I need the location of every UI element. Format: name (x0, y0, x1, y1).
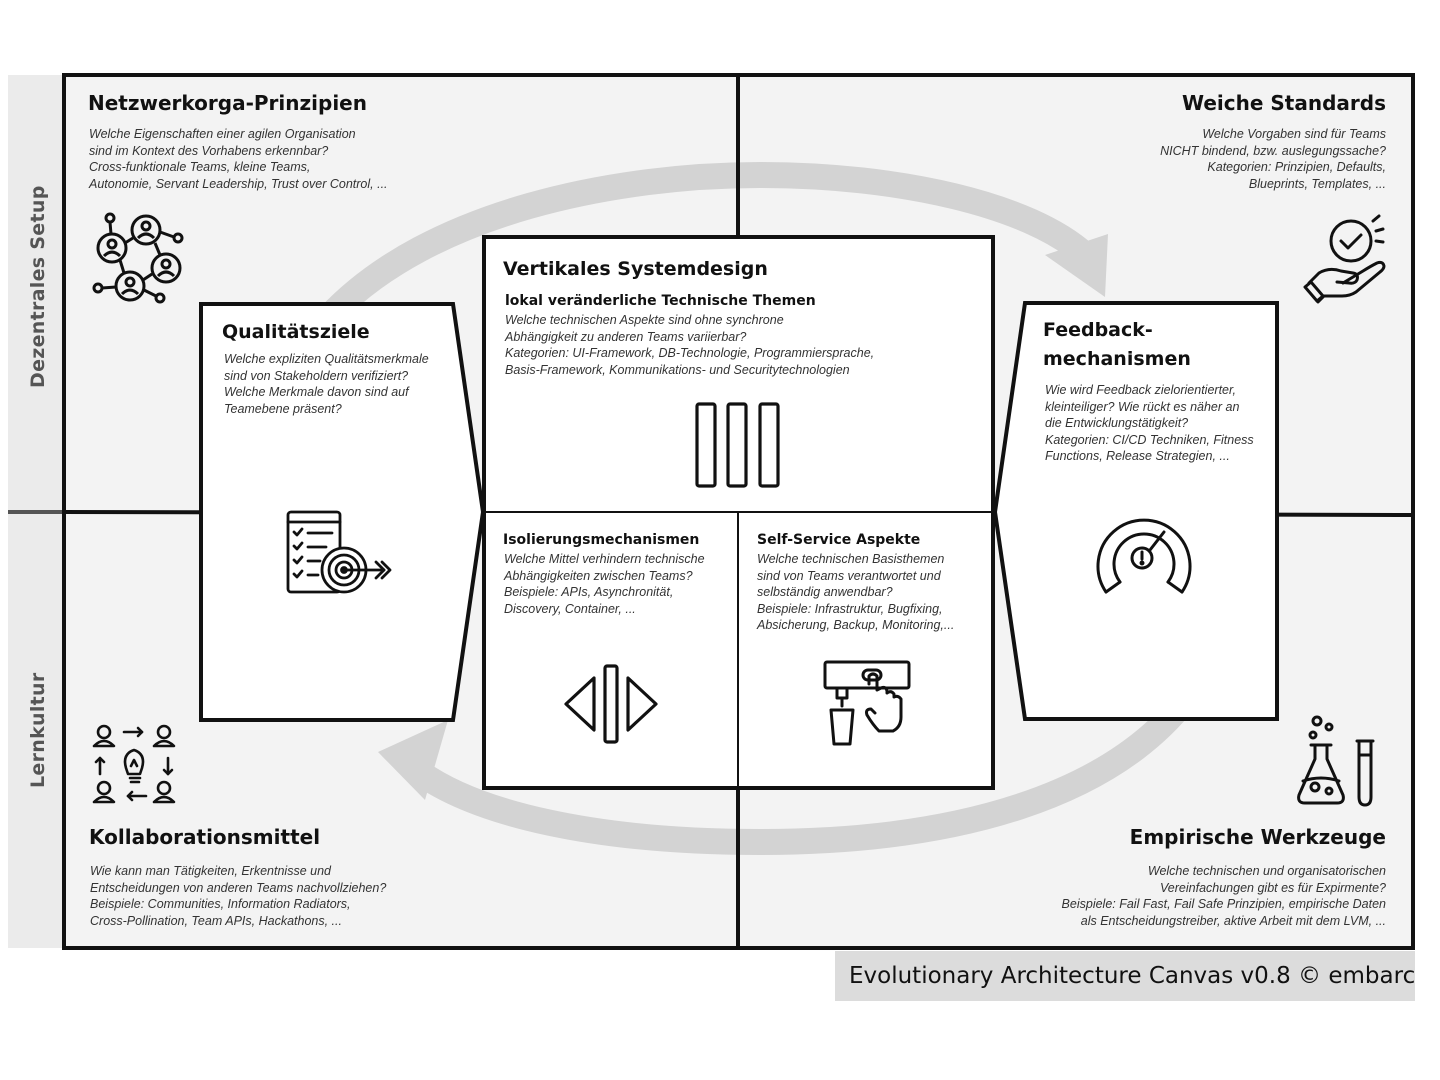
empirische-werkzeuge-desc: Welche technischen und organisatorischen Vereinfachungen gibt es für Expirmente? Beispiele: Fail Fast, Fail Safe Prinzipien, empirische Daten als Entscheidungstreiber, aktive Arbeit mit dem LVM, ... (1061, 864, 1386, 928)
footer-label: Evolutionary Architecture Canvas v0.8 © embarc (835, 951, 1415, 1001)
collaboration-idea-icon (90, 722, 180, 808)
center-title: Vertikales Systemdesign (503, 258, 768, 280)
kollaborationsmittel-desc: Wie kann man Tätigkeiten, Erkentnisse und Entscheidungen von anderen Teams nachvollziehen? Beispiele: Communities, Information Radiators, Cross-Pollination, Team APIs, Hackathons, ... (90, 864, 387, 928)
feedback-desc: Wie wird Feedback zielorientierter, kleinteiliger? Wie rückt es näher an die Entwicklungstätigkeit? Kategorien: CI/CD Techniken, Fitness Functions, Release Strategien, ... (1045, 383, 1254, 463)
netzwerkorga-desc: Welche Eigenschaften einer agilen Organisation sind im Kontext des Vorhabens erkennbar? Cross-funktionale Teams, kleine Teams, Autonomie, Servant Leadership, Trust over Control, ... (89, 127, 388, 191)
side-label-top: Dezentrales Setup (27, 185, 49, 388)
netzwerkorga-title: Netzwerkorga-Prinzipien (88, 91, 367, 115)
isolation-title: Isolierungsmechanismen (503, 532, 700, 548)
empirische-werkzeuge-title: Empirische Werkzeuge (1129, 825, 1386, 849)
qualitaetsziele-title: Qualitätsziele (222, 321, 370, 343)
qualitaetsziele-desc: Welche expliziten Qualitätsmerkmale sind von Stakeholdern verifiziert? Welche Merkmale davon sind auf Teamebene präsent? (224, 352, 429, 416)
weiche-standards-desc: Welche Vorgaben sind für Teams NICHT bindend, bzw. auslegungssache? Kategorien: Prinzipien, Defaults, Blueprints, Templates, ... (1160, 127, 1386, 191)
center-subtitle: lokal veränderliche Technische Themen (505, 293, 816, 309)
feedback-title: Feedback- mechanismen (1043, 319, 1191, 370)
selfservice-title: Self-Service Aspekte (757, 532, 921, 548)
side-label-bottom: Lernkultur (27, 672, 49, 788)
weiche-standards-title: Weiche Standards (1182, 91, 1386, 115)
vertical-columns-icon (694, 402, 784, 490)
vending-machine-icon (823, 660, 913, 750)
lab-flask-icon (1297, 715, 1381, 807)
isolation-desc: Welche Mittel verhindern technische Abhängigkeiten zwischen Teams? Beispiele: APIs, Asynchronität, Discovery, Container, ... (504, 552, 705, 616)
center-desc: Welche technischen Aspekte sind ohne synchrone Abhängigkeit zu anderen Teams variierbar? Kategorien: UI-Framework, DB-Technologie, Programmiersprache, Basis-Framework, Kommunikations- und Securitytechnologien (505, 313, 875, 377)
checklist-target-icon (286, 510, 392, 600)
code-brackets-icon (562, 664, 660, 746)
gauge-alert-icon (1094, 512, 1194, 596)
network-people-icon (90, 208, 190, 308)
kollaborationsmittel-title: Kollaborationsmittel (89, 825, 321, 849)
hand-check-icon (1303, 213, 1389, 305)
selfservice-desc: Welche technischen Basisthemen sind von Teams verantwortet und selbständig anwendbar? Beispiele: Infrastruktur, Bugfixing, Absicherung, Backup, Monitoring,... (757, 552, 955, 632)
